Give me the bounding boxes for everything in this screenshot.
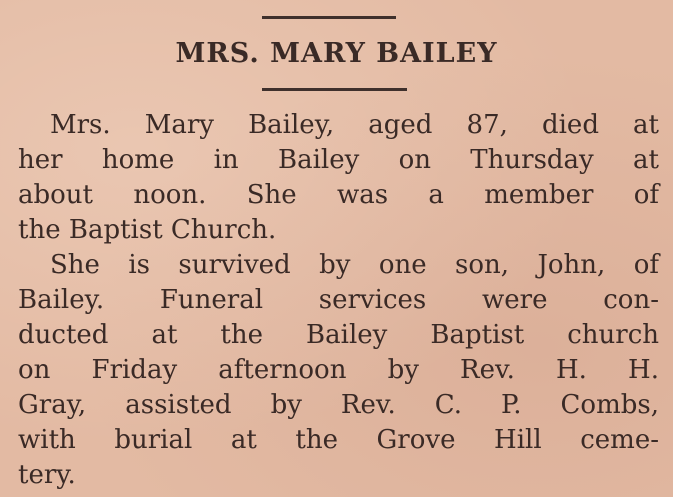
paragraph-2-line-4: on Friday afternoon by Rev. H. H. — [18, 355, 659, 385]
headline: MRS. MARY BAILEY — [175, 38, 498, 69]
paragraph-2-line-5: Gray, assisted by Rev. C. P. Combs, — [18, 390, 659, 420]
top-rule — [262, 16, 396, 19]
article-body — [18, 108, 659, 493]
paragraph-1-line-3: about noon. She was a member of — [18, 180, 659, 210]
paragraph-2-line-2: Bailey. Funeral services were con- — [18, 285, 659, 315]
paragraph-1-line-4: the Baptist Church. — [18, 215, 277, 245]
paragraph-2-line-7: tery. — [18, 460, 76, 490]
paragraph-2-line-1: She is survived by one son, John, of — [50, 250, 659, 280]
paragraph-1-line-2: her home in Bailey on Thursday at — [18, 145, 659, 175]
paragraph-1-line-1: Mrs. Mary Bailey, aged 87, died at — [50, 110, 659, 140]
paragraph-2-line-3: ducted at the Bailey Baptist church — [18, 320, 659, 350]
paragraph-2-line-6: with burial at the Grove Hill ceme- — [18, 425, 659, 455]
headline-rule — [262, 88, 407, 91]
